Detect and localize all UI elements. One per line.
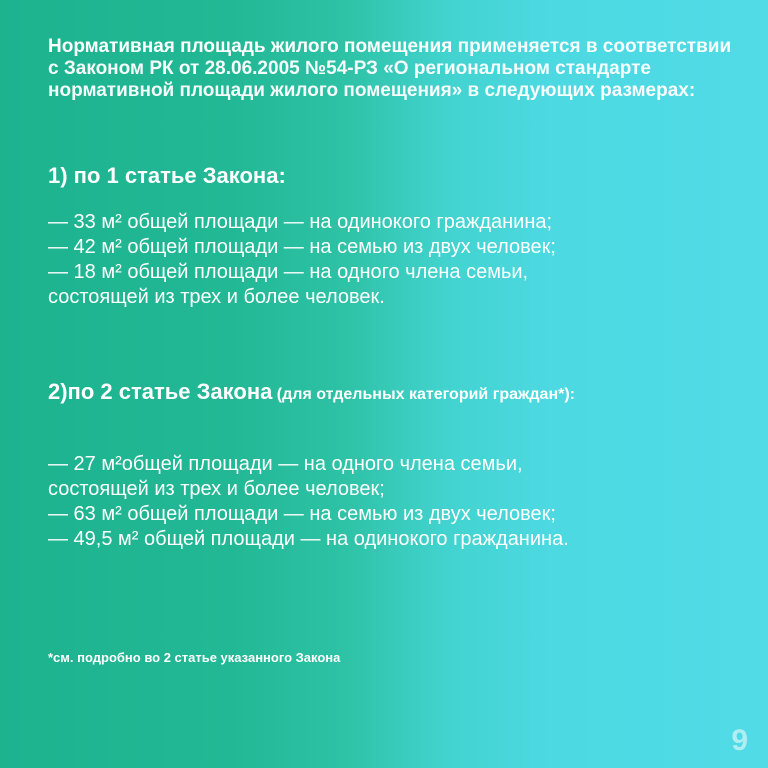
- section1-heading: 1) по 1 статье Закона:: [48, 163, 286, 188]
- intro-paragraph: [48, 36, 738, 102]
- list-item: — 49,5 м² общей площади — на одинокого гражданина.: [48, 528, 569, 550]
- footnote: *см. подробно во 2 статье указанного Закона: [48, 650, 341, 665]
- section1-list: [48, 210, 608, 310]
- section2-list: [48, 452, 608, 552]
- intro-rest: применяется в соответствии с Законом РК от 28.06.2005 №54-РЗ «О региональном стандарте нормативной площади жилого помещения» в следующих размерах:: [48, 36, 732, 101]
- list-item: — 18 м² общей площади — на одного члена семьи, состоящей из трех и более человек.: [48, 261, 529, 308]
- section2-heading: [48, 380, 708, 407]
- list-item: — 27 м²общей площади — на одного члена семьи, состоящей из трех и более человек;: [48, 453, 523, 500]
- section2-subheading: (для отдельных категорий граждан*):: [272, 386, 575, 403]
- list-item: — 63 м² общей площади — на семью из двух человек;: [48, 503, 556, 525]
- section2-heading-text: 2)по 2 статье Закона: [48, 379, 273, 404]
- list-item: — 42 м² общей площади — на семью из двух человек;: [48, 236, 556, 258]
- page-number: 9: [731, 724, 748, 757]
- intro-lead: Нормативная площадь жилого помещения: [48, 36, 453, 57]
- list-item: — 33 м² общей площади — на одинокого гражданина;: [48, 211, 553, 233]
